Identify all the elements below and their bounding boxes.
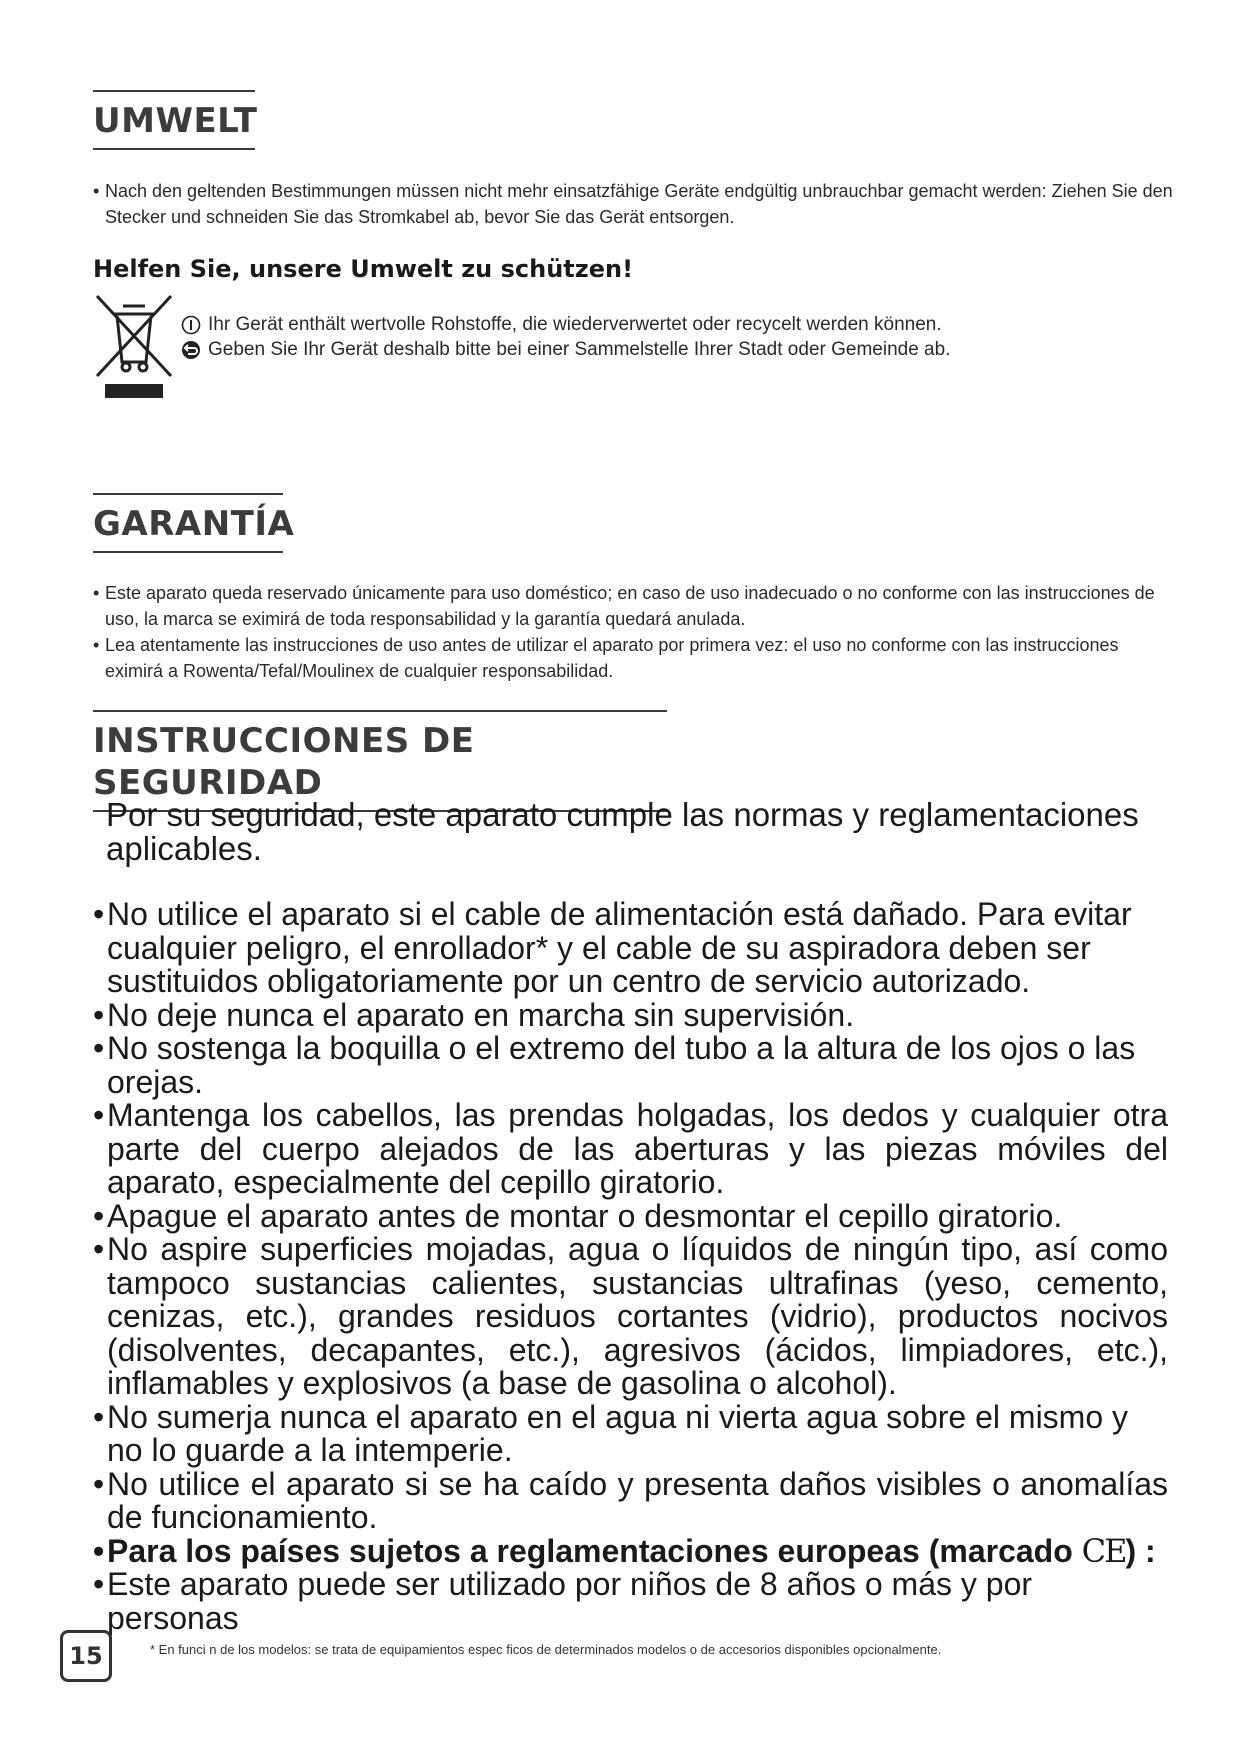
seguridad-bullet-8: • No utilice el aparato si se ha caído y presenta daños visibles o anomalías de funcionamiento. [93, 1468, 1168, 1535]
umwelt-title: UMWELT [93, 101, 258, 141]
recycle-line-1-text: Ihr Gerät enthält wertvolle Rohstoffe, die wiederverwertet oder recycelt werden können. [208, 314, 942, 335]
heading-rule-bottom [93, 148, 255, 150]
seguridad-bullet-3: • No sostenga la boquilla o el extremo del tubo a la altura de los ojos o las orejas. [93, 1032, 1168, 1099]
info-circle-icon [180, 314, 202, 336]
eu-heading [93, 1531, 1168, 1570]
garantia-bullet-2: • Lea atentamente las instrucciones de uso antes de utilizar el aparato por primera vez: el uso no conforme con las instrucciones eximirá a Rowenta/Tefal/Moulinex de cualquier responsabilidad. [93, 632, 1173, 684]
return-arrow-icon [180, 339, 202, 361]
seguridad-title: INSTRUCCIONES DE SEGURIDAD [93, 721, 475, 803]
garantia-bullet-1: • Este aparato queda reservado únicamente para uso doméstico; en caso de uso inadecuado o no conforme con las instrucciones de uso, la marca se eximirá de toda responsabilidad y la garantía quedará anulada. [93, 580, 1173, 632]
seguridad-bullet-4: • Mantenga los cabellos, las prendas holgadas, los dedos y cualquier otra parte del cuerpo alejados de las aberturas y las piezas móviles del aparato, especialmente del cepillo giratorio. [93, 1099, 1168, 1200]
seguridad-bullet-5: • Apague el aparato antes de montar o desmontar el cepillo giratorio. [93, 1200, 1168, 1234]
seguridad-bullet-1: • No utilice el aparato si el cable de alimentación está dañado. Para evitar cualquier peligro, el enrollador* y el cable de su aspiradora deben ser sustituidos obligatoriamente por un centro de servicio autorizado. [93, 898, 1168, 999]
garantia-title: GARANTÍA [93, 504, 295, 544]
seguridad-bullet-6: • No aspire superficies mojadas, agua o líquidos de ningún tipo, así como tampoco sustancias calientes, sustancias ultrafinas (yeso, cemento, cenizas, etc.), grandes residuos cortantes (vidrio), productos nocivos (disolventes, decapantes, etc.), agresivos (ácidos, limpiadores, etc.), inflamables y explosivos (a base de gasolina o alcohol). [93, 1233, 1168, 1401]
umwelt-list [93, 178, 1173, 230]
seguridad-list [93, 898, 1168, 1635]
garantia-heading [93, 493, 295, 553]
umwelt-subheading: Helfen Sie, unsere Umwelt zu schützen! [93, 255, 634, 283]
umwelt-heading [93, 90, 258, 150]
recycle-line-1 [180, 312, 1080, 337]
page-number: 15 [60, 1630, 112, 1682]
seguridad-bullet-7: • No sumerja nunca el aparato en el agua ni vierta agua sobre el mismo y no lo guarde a la intemperie. [93, 1401, 1168, 1468]
seguridad-last-bullet: • Este aparato puede ser utilizado por niños de 8 años o más y por personas [93, 1568, 1168, 1635]
recycle-notice [180, 312, 1080, 362]
umwelt-bullet-1: • Nach den geltenden Bestimmungen müssen nicht mehr einsatzfähige Geräte endgültig unbrauchbar gemacht werden: Ziehen Sie den Stecker und schneiden Sie das Stromkabel ab, bevor Sie das Gerät entsorgen. [93, 178, 1173, 230]
footnote: * En funci n de los modelos: se trata de equipamientos espec ficos de determinados modelos o de accesorios disponibles opcionalmente. [150, 1642, 942, 1657]
recycle-line-2 [180, 337, 1080, 362]
recycle-line-2-text: Geben Sie Ihr Gerät deshalb bitte bei einer Sammelstelle Ihrer Stadt oder Gemeinde ab. [208, 339, 951, 360]
garantia-list [93, 580, 1173, 684]
eu-heading-text: Para los países sujetos a reglamentaciones europeas (marcado [107, 1532, 1073, 1569]
weee-bin-icon [93, 292, 175, 402]
ce-mark: CE [1081, 1531, 1126, 1570]
heading-rule-bottom [93, 551, 283, 553]
seguridad-bullet-2: • No deje nunca el aparato en marcha sin supervisión. [93, 999, 1168, 1033]
eu-heading-end: ) : [1125, 1532, 1156, 1569]
seguridad-intro: Por su seguridad, este aparato cumple las normas y reglamentaciones aplicables. [106, 796, 1139, 867]
